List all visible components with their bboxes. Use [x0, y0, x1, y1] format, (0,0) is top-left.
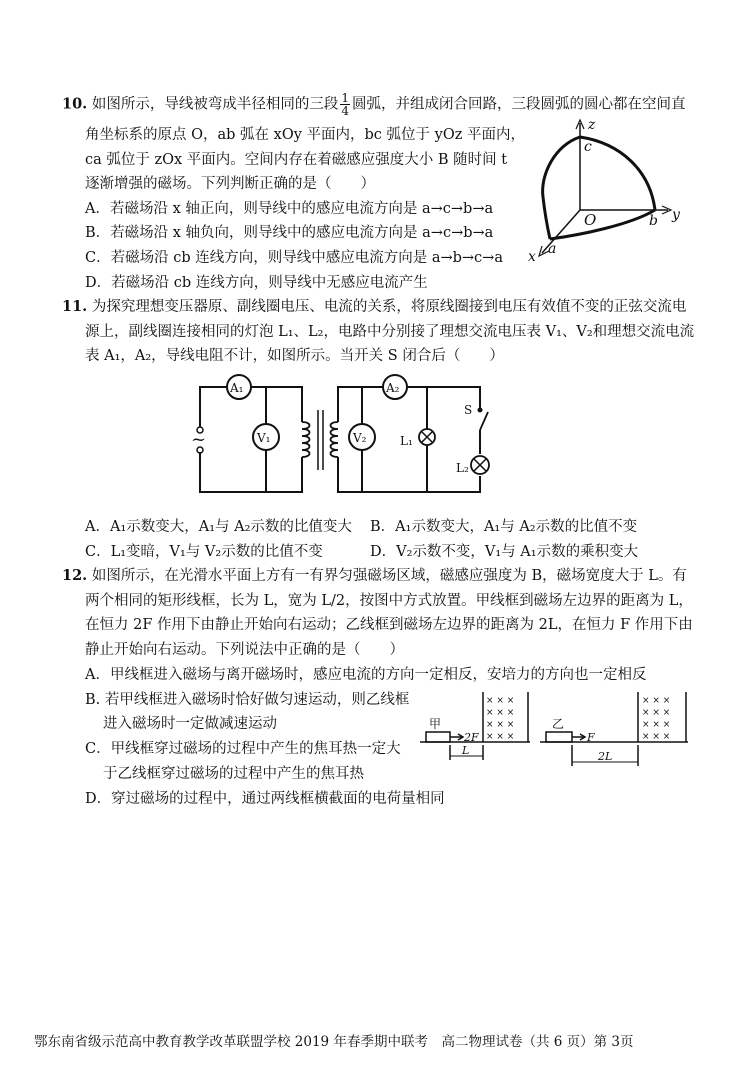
q10-fraction: $\frac{1}{4}$ — [341, 91, 349, 118]
label-x: x — [528, 249, 536, 265]
q11-line2: 源上，副线圈连接相同的灯泡 L₁、L₂，电路中分别接了理想交流电压表 V₁、V₂和理想交流电流 — [85, 324, 695, 340]
field-row-1: × × × — [486, 696, 515, 706]
field-row-3: × × × — [486, 720, 515, 730]
field-row-4: × × × — [486, 732, 515, 742]
label-l1: L₁ — [400, 434, 413, 448]
q11-number: 11. — [62, 298, 88, 315]
q12-option-d: D．穿过磁场的过程中，通过两线框横截面的电荷量相同 — [85, 791, 445, 807]
q11-option-d: D．V₂示数不变，V₁与 A₁示数的乘积变大 — [370, 544, 639, 560]
switch-s-blade — [480, 412, 488, 430]
switch-contact-top — [478, 408, 482, 412]
q12-number: 12. — [62, 567, 88, 584]
q12-line4: 静止开始向右运动。下列说法中正确的是（ ） — [85, 642, 404, 658]
label-b: b — [649, 213, 658, 229]
label-2f: 2F — [464, 731, 479, 744]
q10-option-b: B．若磁场沿 x 轴负向，则导线中的感应电流方向是 a→c→b→a — [85, 225, 494, 241]
q11-line3: 表 A₁，A₂，导线电阻不计，如图所示。当开关 S 闭合后（ ） — [85, 348, 504, 364]
lamp-l1-cross-icon — [421, 431, 433, 443]
label-v2: V₂ — [353, 431, 367, 445]
q12-option-b-2: 进入磁场时一定做减速运动 — [103, 716, 277, 732]
q12-figure-yi — [540, 690, 690, 770]
q11-option-c: C．L₁变暗，V₁与 V₂示数的比值不变 — [85, 544, 323, 560]
loop-yi — [546, 732, 572, 742]
arc-ab — [550, 210, 655, 239]
label-jia: 甲 — [429, 717, 442, 731]
q12-option-c-1: C．甲线框穿过磁场的过程中产生的焦耳热一定大 — [85, 741, 401, 757]
q12-option-c-2: 于乙线框穿过磁场的过程中产生的焦耳热 — [103, 766, 364, 782]
q10-line3: ca 弧位于 zOx 平面内。空间内存在着磁感应强度大小 B 随时间 t — [85, 152, 508, 168]
label-2l-dist: 2L — [598, 750, 613, 763]
q11-line1-text: 为探究理想变压器原、副线圈电压、电流的关系，将原线圈接到电压有效值不变的正弦交流电 — [91, 299, 687, 315]
q12-line2: 两个相同的矩形线框，长为 L，宽为 L/2，按图中方式放置。甲线框到磁场左边界的距离为 L， — [85, 593, 693, 609]
label-v1: V₁ — [257, 431, 271, 445]
q10-figure — [520, 115, 690, 265]
label-l-dist: L — [462, 744, 470, 757]
lamp-l2-cross-icon — [474, 459, 486, 471]
field-row-1: × × × — [642, 696, 671, 706]
label-s: S — [464, 403, 473, 417]
q12-figure-jia — [420, 690, 530, 770]
q11-option-b: B．A₁示数变大，A₁与 A₂示数的比值不变 — [370, 519, 638, 535]
label-c: c — [584, 139, 592, 155]
label-y: y — [672, 207, 680, 223]
label-a1: A₁ — [230, 381, 244, 395]
field-row-2: × × × — [486, 708, 515, 718]
secondary-coil — [331, 422, 339, 457]
field-row-4: × × × — [642, 732, 671, 742]
label-yi: 乙 — [552, 717, 565, 731]
loop-jia — [426, 732, 450, 742]
q12-line1 — [62, 566, 687, 586]
q12-line3: 在恒力 2F 作用下由静止开始向右运动；乙线框到磁场左边界的距离为 2L，在恒力 F 作用下由 — [85, 617, 693, 633]
page-footer: 鄂东南省级示范高中教育教学改革联盟学校 2019 年春季期中联考 高二物理试卷（共 6 页）第 3页 — [34, 1034, 634, 1050]
q11-circuit — [190, 372, 510, 507]
q10-option-a: A．若磁场沿 x 轴正向，则导线中的感应电流方向是 a→c→b→a — [85, 201, 494, 217]
label-a: a — [548, 241, 557, 257]
q11-option-a: A．A₁示数变大，A₁与 A₂示数的比值变大 — [85, 519, 352, 535]
q10-number: 10. — [62, 95, 88, 113]
label-O: O — [584, 211, 597, 229]
q12-line1-text: 如图所示，在光滑水平面上方有一有界匀强磁场区域，磁感应强度为 B，磁场宽度大于 L。有 — [91, 568, 687, 584]
q12-option-a: A．甲线框进入磁场与离开磁场时，感应电流的方向一定相反，安培力的方向也一定相反 — [85, 667, 647, 683]
q12-option-b-1: B. 若甲线框进入磁场时恰好做匀速运动，则乙线框 — [85, 692, 410, 708]
field-row-2: × × × — [642, 708, 671, 718]
q10-stem-a: 如图所示，导线被弯成半径相同的三段 — [91, 96, 339, 113]
q11-line1 — [62, 297, 686, 317]
q10-stem-b: 圆弧，并组成闭合回路，三段圆弧的圆心都在空间直 — [351, 96, 686, 113]
primary-coil — [302, 422, 310, 457]
q10-line1 — [62, 92, 685, 117]
q10-line4: 逐渐增强的磁场。下列判断正确的是（ ） — [85, 176, 375, 192]
label-a2: A₂ — [386, 381, 400, 395]
field-row-3: × × × — [642, 720, 671, 730]
label-ac-source: ~ — [191, 429, 207, 450]
label-z: z — [588, 117, 596, 133]
label-f: F — [587, 731, 595, 744]
q10-line2: 角坐标系的原点 O，ab 弧在 xOy 平面内，bc 弧位于 yOz 平面内， — [85, 127, 525, 143]
label-l2: L₂ — [456, 461, 469, 475]
q10-option-c: C．若磁场沿 cb 连线方向，则导线中感应电流方向是 a→b→c→a — [85, 250, 503, 266]
arc-ca — [543, 137, 580, 239]
q10-option-d: D．若磁场沿 cb 连线方向，则导线中无感应电流产生 — [85, 275, 428, 291]
primary-wire — [200, 387, 302, 492]
